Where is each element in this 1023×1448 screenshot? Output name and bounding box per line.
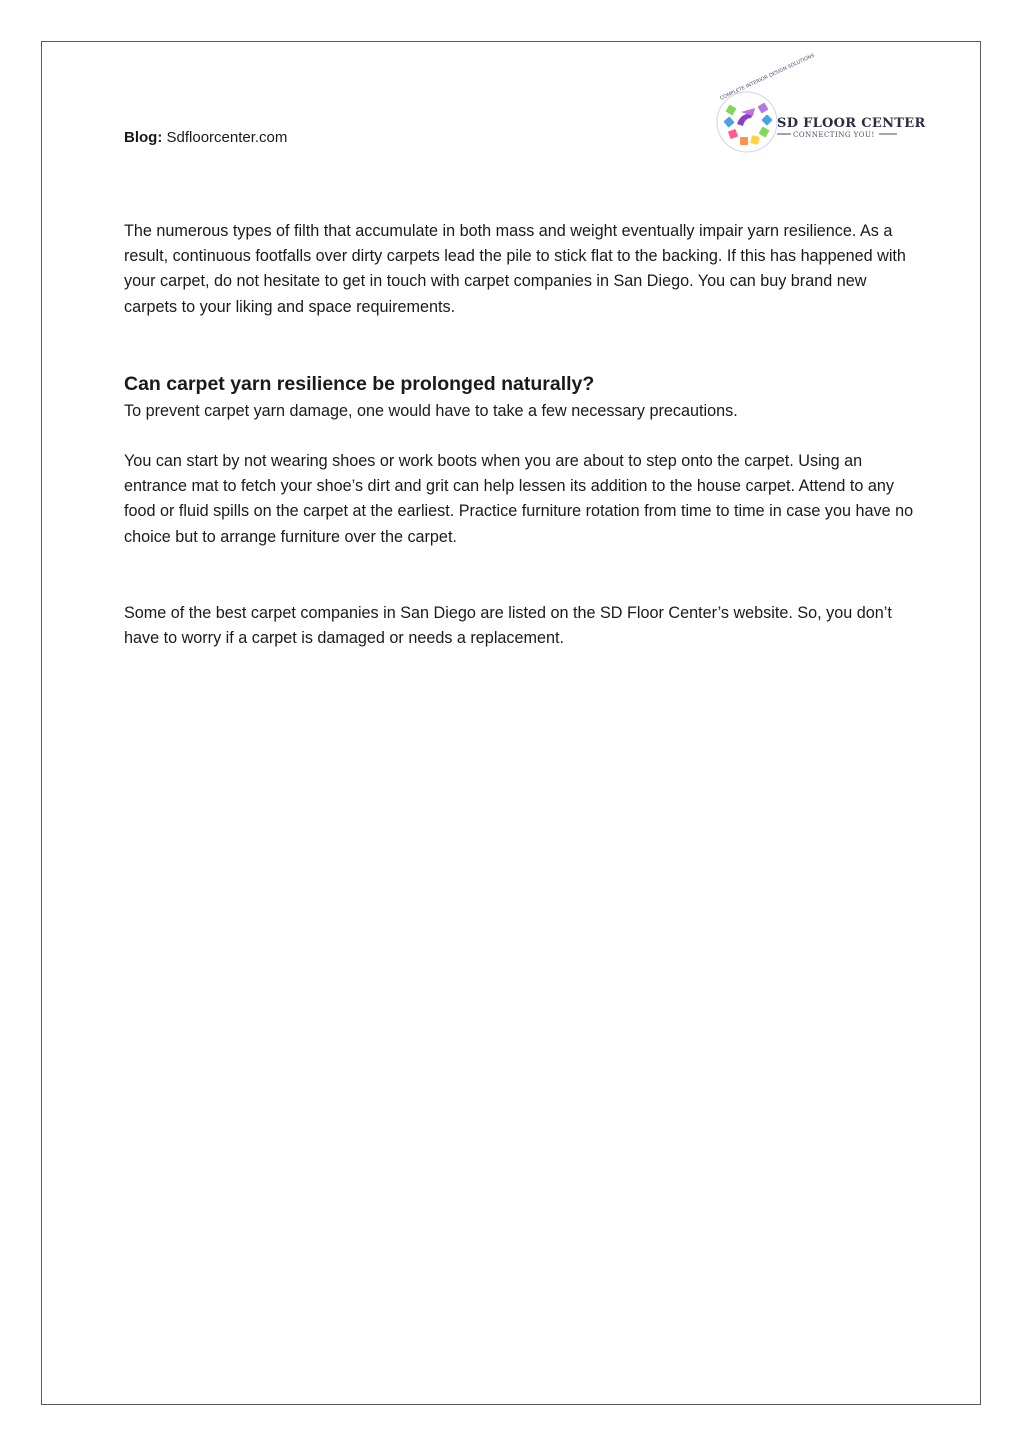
blog-source-line bbox=[124, 128, 287, 148]
blog-site: Sdfloorcenter.com bbox=[166, 129, 288, 146]
paragraph-tips: You can start by not wearing shoes or work boots when you are about to step onto the carpet. Using an entrance mat to fetch your shoe’s dirt and grit can help lessen its addition to the house carpet. Attend to any food or fluid spills on the carpet at the earliest. Practice furniture rotation from time to time in case you have no choice but to arrange furniture over the carpet. bbox=[124, 452, 914, 546]
logo-tagline: CONNECTING YOU! bbox=[793, 131, 875, 139]
paragraph-intro: The numerous types of filth that accumulate in both mass and weight eventually impair yarn resilience. As a result, continuous footfalls over dirty carpets lead the pile to stick flat to the backing. If this has happened with your carpet, do not hesitate to get in touch with carpet companies in San Diego. You can buy brand new carpets to your liking and space requirements. bbox=[124, 222, 906, 316]
section-heading: Can carpet yarn resilience be prolonged naturally? bbox=[124, 373, 595, 395]
sd-floor-center-logo bbox=[707, 52, 926, 162]
logo-ring-text: COMPLETE INTERIOR DESIGN SOLUTIONS bbox=[719, 52, 816, 102]
blog-label: Blog: bbox=[124, 129, 163, 146]
logo-name: SD FLOOR CENTER bbox=[777, 116, 926, 131]
paragraph-closing: Some of the best carpet companies in San Diego are listed on the SD Floor Center’s website. So, you don’t have to worry if a carpet is damaged or needs a replacement. bbox=[124, 604, 892, 648]
paragraph-precautions: To prevent carpet yarn damage, one would have to take a few necessary precautions. bbox=[124, 402, 738, 420]
document-page bbox=[41, 41, 981, 1405]
